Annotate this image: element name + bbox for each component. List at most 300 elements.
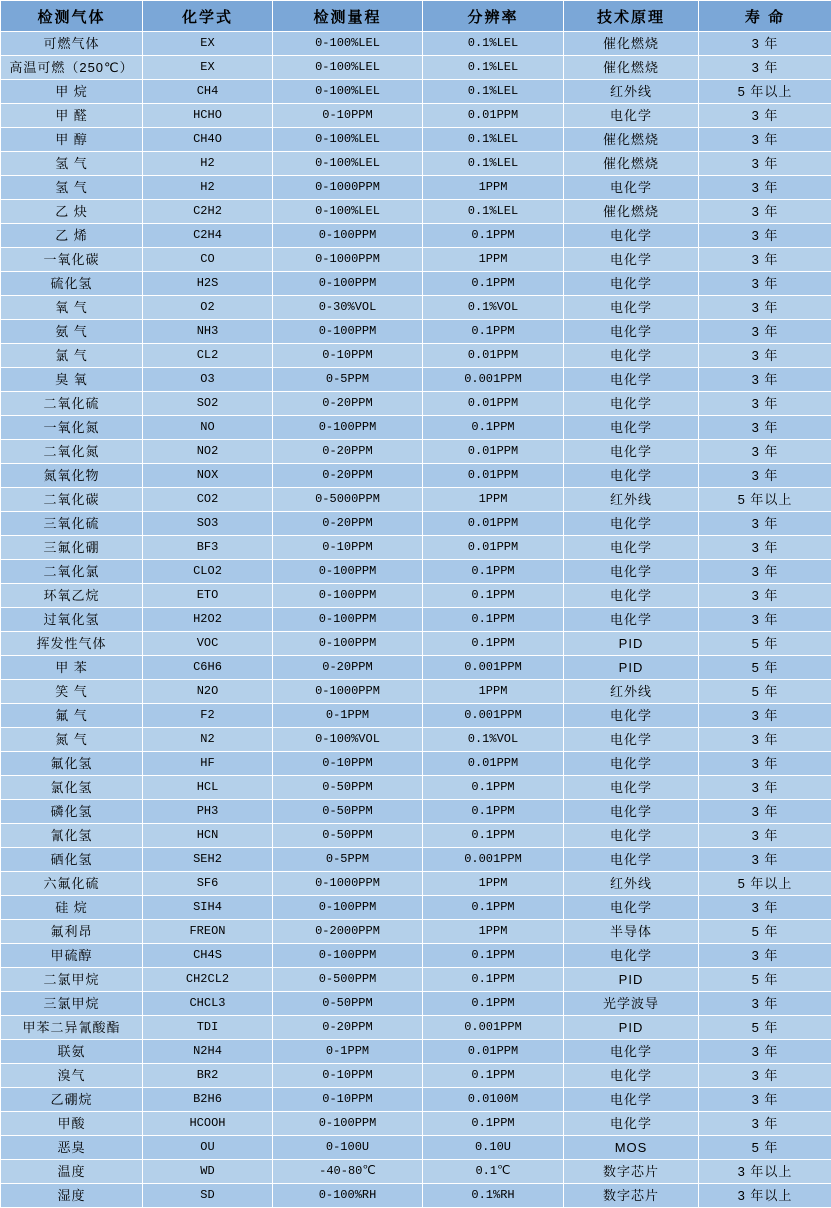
- cell-formula: CLO2: [143, 560, 273, 584]
- column-header-gas: 检测气体: [1, 1, 143, 32]
- cell-range: 0-20PPM: [273, 464, 423, 488]
- cell-range: 0-50PPM: [273, 824, 423, 848]
- cell-principle: 电化学: [564, 176, 699, 200]
- cell-principle: PID: [564, 632, 699, 656]
- cell-range: 0-100PPM: [273, 224, 423, 248]
- cell-gas: 三氟化硼: [1, 536, 143, 560]
- cell-formula: EX: [143, 56, 273, 80]
- cell-gas: 甲酸: [1, 1112, 143, 1136]
- cell-lifespan: 5 年: [699, 632, 831, 656]
- cell-gas: 氯化氢: [1, 776, 143, 800]
- cell-range: 0-20PPM: [273, 512, 423, 536]
- cell-resolution: 0.0100M: [423, 1088, 564, 1112]
- cell-gas: 温度: [1, 1160, 143, 1184]
- cell-lifespan: 3 年: [699, 296, 831, 320]
- table-row: [1, 176, 831, 200]
- cell-range: 0-10PPM: [273, 344, 423, 368]
- cell-resolution: 0.01PPM: [423, 440, 564, 464]
- cell-lifespan: 3 年: [699, 272, 831, 296]
- cell-lifespan: 3 年: [699, 776, 831, 800]
- cell-gas: 氟利昂: [1, 920, 143, 944]
- cell-principle: 数字芯片: [564, 1160, 699, 1184]
- cell-formula: H2: [143, 176, 273, 200]
- cell-resolution: 0.1PPM: [423, 560, 564, 584]
- cell-lifespan: 3 年: [699, 176, 831, 200]
- cell-resolution: 0.1PPM: [423, 320, 564, 344]
- cell-lifespan: 3 年以上: [699, 1184, 831, 1208]
- cell-range: 0-20PPM: [273, 656, 423, 680]
- cell-range: 0-30%VOL: [273, 296, 423, 320]
- cell-gas: 甲 醇: [1, 128, 143, 152]
- table-row: [1, 368, 831, 392]
- column-header-resolution: 分辨率: [423, 1, 564, 32]
- cell-lifespan: 3 年: [699, 464, 831, 488]
- table-row: [1, 224, 831, 248]
- cell-formula: CH4S: [143, 944, 273, 968]
- cell-formula: SIH4: [143, 896, 273, 920]
- cell-gas: 挥发性气体: [1, 632, 143, 656]
- cell-formula: NO: [143, 416, 273, 440]
- cell-gas: 可燃气体: [1, 32, 143, 56]
- cell-principle: 半导体: [564, 920, 699, 944]
- cell-range: 0-100%LEL: [273, 128, 423, 152]
- cell-gas: 硅 烷: [1, 896, 143, 920]
- cell-range: 0-20PPM: [273, 392, 423, 416]
- cell-principle: 电化学: [564, 224, 699, 248]
- cell-principle: 电化学: [564, 296, 699, 320]
- cell-formula: HF: [143, 752, 273, 776]
- cell-formula: ETO: [143, 584, 273, 608]
- table-row: [1, 344, 831, 368]
- table-row: [1, 728, 831, 752]
- cell-gas: 氮 气: [1, 728, 143, 752]
- column-header-lifespan: 寿 命: [699, 1, 831, 32]
- cell-resolution: 0.1PPM: [423, 224, 564, 248]
- table-body: [1, 32, 831, 1208]
- table-row: [1, 848, 831, 872]
- table-row: [1, 128, 831, 152]
- cell-gas: 湿度: [1, 1184, 143, 1208]
- table-row: [1, 632, 831, 656]
- cell-formula: CHCL3: [143, 992, 273, 1016]
- cell-range: 0-5PPM: [273, 368, 423, 392]
- cell-formula: TDI: [143, 1016, 273, 1040]
- cell-principle: 电化学: [564, 800, 699, 824]
- cell-lifespan: 5 年: [699, 968, 831, 992]
- cell-gas: 三氧化硫: [1, 512, 143, 536]
- cell-resolution: 0.1PPM: [423, 632, 564, 656]
- cell-range: 0-100PPM: [273, 944, 423, 968]
- table-row: [1, 1136, 831, 1160]
- cell-range: 0-100%LEL: [273, 152, 423, 176]
- cell-gas: 环氧乙烷: [1, 584, 143, 608]
- cell-formula: BF3: [143, 536, 273, 560]
- cell-formula: SO3: [143, 512, 273, 536]
- table-row: [1, 1160, 831, 1184]
- cell-formula: O2: [143, 296, 273, 320]
- cell-formula: WD: [143, 1160, 273, 1184]
- table-header: [1, 1, 831, 32]
- table-row: [1, 1016, 831, 1040]
- cell-gas: 三氯甲烷: [1, 992, 143, 1016]
- cell-gas: 氢 气: [1, 152, 143, 176]
- table-row: [1, 920, 831, 944]
- table-row: [1, 320, 831, 344]
- cell-formula: N2H4: [143, 1040, 273, 1064]
- cell-resolution: 0.1PPM: [423, 824, 564, 848]
- cell-principle: 电化学: [564, 248, 699, 272]
- cell-resolution: 1PPM: [423, 248, 564, 272]
- cell-principle: 电化学: [564, 272, 699, 296]
- cell-gas: 氟化氢: [1, 752, 143, 776]
- table-row: [1, 104, 831, 128]
- cell-lifespan: 3 年: [699, 704, 831, 728]
- cell-resolution: 1PPM: [423, 872, 564, 896]
- cell-principle: 电化学: [564, 728, 699, 752]
- cell-formula: NH3: [143, 320, 273, 344]
- cell-range: 0-1000PPM: [273, 176, 423, 200]
- cell-formula: O3: [143, 368, 273, 392]
- cell-lifespan: 5 年: [699, 1136, 831, 1160]
- table-row: [1, 488, 831, 512]
- cell-resolution: 0.001PPM: [423, 368, 564, 392]
- cell-gas: 氰化氢: [1, 824, 143, 848]
- cell-resolution: 1PPM: [423, 176, 564, 200]
- cell-formula: HCOOH: [143, 1112, 273, 1136]
- cell-lifespan: 3 年: [699, 1088, 831, 1112]
- cell-lifespan: 5 年以上: [699, 80, 831, 104]
- cell-formula: C6H6: [143, 656, 273, 680]
- cell-lifespan: 3 年: [699, 728, 831, 752]
- cell-resolution: 0.01PPM: [423, 104, 564, 128]
- cell-range: 0-100PPM: [273, 1112, 423, 1136]
- column-header-principle: 技术原理: [564, 1, 699, 32]
- cell-formula: BR2: [143, 1064, 273, 1088]
- cell-range: 0-100PPM: [273, 608, 423, 632]
- cell-range: 0-100%LEL: [273, 200, 423, 224]
- cell-lifespan: 3 年: [699, 320, 831, 344]
- cell-lifespan: 3 年: [699, 824, 831, 848]
- cell-range: 0-100PPM: [273, 560, 423, 584]
- cell-formula: PH3: [143, 800, 273, 824]
- cell-lifespan: 3 年: [699, 1040, 831, 1064]
- cell-range: 0-100PPM: [273, 416, 423, 440]
- table-row: [1, 152, 831, 176]
- cell-principle: 催化燃烧: [564, 32, 699, 56]
- cell-lifespan: 3 年: [699, 992, 831, 1016]
- cell-formula: SO2: [143, 392, 273, 416]
- table-row: [1, 608, 831, 632]
- table-row: [1, 752, 831, 776]
- cell-range: 0-100%LEL: [273, 80, 423, 104]
- cell-gas: 甲 烷: [1, 80, 143, 104]
- cell-resolution: 1PPM: [423, 488, 564, 512]
- cell-lifespan: 3 年: [699, 200, 831, 224]
- cell-formula: F2: [143, 704, 273, 728]
- cell-resolution: 0.1PPM: [423, 944, 564, 968]
- cell-gas: 一氧化碳: [1, 248, 143, 272]
- cell-principle: 红外线: [564, 488, 699, 512]
- cell-range: 0-1000PPM: [273, 872, 423, 896]
- cell-resolution: 0.01PPM: [423, 512, 564, 536]
- cell-lifespan: 3 年: [699, 56, 831, 80]
- table-row: [1, 872, 831, 896]
- cell-resolution: 0.1%VOL: [423, 296, 564, 320]
- cell-lifespan: 3 年: [699, 224, 831, 248]
- table-row: [1, 32, 831, 56]
- cell-resolution: 0.1%VOL: [423, 728, 564, 752]
- cell-gas: 二氧化氯: [1, 560, 143, 584]
- cell-gas: 氢 气: [1, 176, 143, 200]
- cell-formula: C2H4: [143, 224, 273, 248]
- cell-range: 0-10PPM: [273, 536, 423, 560]
- cell-range: 0-20PPM: [273, 1016, 423, 1040]
- cell-formula: CO2: [143, 488, 273, 512]
- cell-resolution: 0.1%LEL: [423, 152, 564, 176]
- cell-formula: H2O2: [143, 608, 273, 632]
- cell-gas: 二氧化氮: [1, 440, 143, 464]
- cell-resolution: 0.1%RH: [423, 1184, 564, 1208]
- cell-principle: 电化学: [564, 104, 699, 128]
- cell-formula: N2O: [143, 680, 273, 704]
- cell-gas: 甲苯二异氰酸酯: [1, 1016, 143, 1040]
- cell-principle: 电化学: [564, 392, 699, 416]
- cell-resolution: 0.001PPM: [423, 1016, 564, 1040]
- cell-gas: 氯 气: [1, 344, 143, 368]
- cell-gas: 溴气: [1, 1064, 143, 1088]
- cell-resolution: 1PPM: [423, 920, 564, 944]
- cell-range: 0-100%RH: [273, 1184, 423, 1208]
- cell-formula: CH2CL2: [143, 968, 273, 992]
- cell-principle: 电化学: [564, 1064, 699, 1088]
- cell-lifespan: 3 年: [699, 152, 831, 176]
- table-row: [1, 272, 831, 296]
- table-row: [1, 560, 831, 584]
- cell-formula: N2: [143, 728, 273, 752]
- cell-principle: 电化学: [564, 344, 699, 368]
- cell-resolution: 0.01PPM: [423, 536, 564, 560]
- cell-range: 0-1PPM: [273, 704, 423, 728]
- cell-resolution: 0.1PPM: [423, 992, 564, 1016]
- cell-range: 0-1000PPM: [273, 248, 423, 272]
- cell-range: 0-10PPM: [273, 104, 423, 128]
- table-row: [1, 512, 831, 536]
- cell-principle: 催化燃烧: [564, 56, 699, 80]
- cell-lifespan: 3 年: [699, 128, 831, 152]
- cell-formula: C2H2: [143, 200, 273, 224]
- table-row: [1, 1184, 831, 1208]
- cell-range: 0-100%VOL: [273, 728, 423, 752]
- cell-formula: CH4: [143, 80, 273, 104]
- cell-resolution: 0.1PPM: [423, 1064, 564, 1088]
- table-row: [1, 464, 831, 488]
- cell-principle: 电化学: [564, 584, 699, 608]
- cell-formula: HCHO: [143, 104, 273, 128]
- cell-formula: SEH2: [143, 848, 273, 872]
- cell-principle: 电化学: [564, 440, 699, 464]
- cell-range: 0-500PPM: [273, 968, 423, 992]
- table-row: [1, 656, 831, 680]
- cell-resolution: 0.01PPM: [423, 1040, 564, 1064]
- cell-range: 0-2000PPM: [273, 920, 423, 944]
- cell-formula: FREON: [143, 920, 273, 944]
- cell-formula: CH4O: [143, 128, 273, 152]
- table-row: [1, 248, 831, 272]
- cell-resolution: 0.1PPM: [423, 584, 564, 608]
- cell-principle: 电化学: [564, 536, 699, 560]
- cell-lifespan: 3 年: [699, 512, 831, 536]
- cell-range: 0-100PPM: [273, 272, 423, 296]
- cell-principle: 电化学: [564, 848, 699, 872]
- table-row: [1, 296, 831, 320]
- cell-formula: SD: [143, 1184, 273, 1208]
- cell-gas: 六氟化硫: [1, 872, 143, 896]
- cell-principle: 电化学: [564, 824, 699, 848]
- cell-lifespan: 3 年: [699, 944, 831, 968]
- cell-gas: 过氧化氢: [1, 608, 143, 632]
- table-header-row: [1, 1, 831, 32]
- cell-principle: PID: [564, 1016, 699, 1040]
- cell-principle: 电化学: [564, 320, 699, 344]
- cell-formula: OU: [143, 1136, 273, 1160]
- cell-lifespan: 3 年: [699, 1064, 831, 1088]
- cell-principle: PID: [564, 656, 699, 680]
- cell-resolution: 0.1PPM: [423, 608, 564, 632]
- cell-principle: 电化学: [564, 368, 699, 392]
- cell-gas: 硫化氢: [1, 272, 143, 296]
- table-row: [1, 968, 831, 992]
- cell-principle: 数字芯片: [564, 1184, 699, 1208]
- cell-formula: EX: [143, 32, 273, 56]
- table-row: [1, 800, 831, 824]
- table-row: [1, 896, 831, 920]
- cell-range: 0-50PPM: [273, 800, 423, 824]
- cell-lifespan: 3 年: [699, 1112, 831, 1136]
- table-row: [1, 440, 831, 464]
- table-row: [1, 392, 831, 416]
- cell-range: 0-1PPM: [273, 1040, 423, 1064]
- cell-principle: 电化学: [564, 512, 699, 536]
- cell-formula: B2H6: [143, 1088, 273, 1112]
- cell-principle: 催化燃烧: [564, 200, 699, 224]
- cell-resolution: 0.1PPM: [423, 776, 564, 800]
- cell-formula: CO: [143, 248, 273, 272]
- cell-formula: HCL: [143, 776, 273, 800]
- cell-gas: 恶臭: [1, 1136, 143, 1160]
- table-row: [1, 944, 831, 968]
- cell-principle: 电化学: [564, 1040, 699, 1064]
- cell-range: 0-1000PPM: [273, 680, 423, 704]
- cell-lifespan: 3 年: [699, 896, 831, 920]
- cell-resolution: 0.1PPM: [423, 896, 564, 920]
- cell-range: 0-10PPM: [273, 1088, 423, 1112]
- cell-principle: 电化学: [564, 896, 699, 920]
- cell-lifespan: 3 年: [699, 416, 831, 440]
- cell-formula: VOC: [143, 632, 273, 656]
- cell-resolution: 0.01PPM: [423, 752, 564, 776]
- cell-gas: 笑 气: [1, 680, 143, 704]
- cell-range: 0-20PPM: [273, 440, 423, 464]
- cell-lifespan: 3 年: [699, 848, 831, 872]
- cell-lifespan: 3 年: [699, 608, 831, 632]
- cell-principle: 电化学: [564, 1112, 699, 1136]
- cell-lifespan: 3 年: [699, 32, 831, 56]
- cell-lifespan: 3 年: [699, 536, 831, 560]
- cell-resolution: 0.1%LEL: [423, 200, 564, 224]
- cell-formula: H2: [143, 152, 273, 176]
- cell-range: 0-10PPM: [273, 1064, 423, 1088]
- cell-resolution: 0.1%LEL: [423, 80, 564, 104]
- cell-principle: 电化学: [564, 704, 699, 728]
- cell-lifespan: 3 年: [699, 248, 831, 272]
- cell-range: 0-5000PPM: [273, 488, 423, 512]
- cell-gas: 高温可燃（250℃）: [1, 56, 143, 80]
- table-row: [1, 824, 831, 848]
- cell-resolution: 0.01PPM: [423, 464, 564, 488]
- cell-lifespan: 5 年以上: [699, 488, 831, 512]
- cell-gas: 乙硼烷: [1, 1088, 143, 1112]
- table-row: [1, 776, 831, 800]
- cell-lifespan: 5 年: [699, 1016, 831, 1040]
- cell-gas: 硒化氢: [1, 848, 143, 872]
- cell-principle: 催化燃烧: [564, 152, 699, 176]
- cell-resolution: 0.1PPM: [423, 272, 564, 296]
- cell-formula: H2S: [143, 272, 273, 296]
- cell-principle: 红外线: [564, 872, 699, 896]
- cell-resolution: 1PPM: [423, 680, 564, 704]
- table-row: [1, 416, 831, 440]
- cell-resolution: 0.001PPM: [423, 656, 564, 680]
- table-row: [1, 1064, 831, 1088]
- cell-lifespan: 3 年以上: [699, 1160, 831, 1184]
- cell-range: 0-100PPM: [273, 632, 423, 656]
- cell-gas: 氧 气: [1, 296, 143, 320]
- cell-principle: 红外线: [564, 680, 699, 704]
- cell-principle: 电化学: [564, 560, 699, 584]
- cell-resolution: 0.01PPM: [423, 392, 564, 416]
- cell-gas: 甲 醛: [1, 104, 143, 128]
- cell-principle: 电化学: [564, 944, 699, 968]
- cell-gas: 二氯甲烷: [1, 968, 143, 992]
- table-row: [1, 56, 831, 80]
- cell-principle: 电化学: [564, 776, 699, 800]
- cell-lifespan: 5 年: [699, 920, 831, 944]
- cell-gas: 磷化氢: [1, 800, 143, 824]
- cell-gas: 甲硫醇: [1, 944, 143, 968]
- cell-range: 0-50PPM: [273, 992, 423, 1016]
- cell-principle: PID: [564, 968, 699, 992]
- cell-gas: 乙 炔: [1, 200, 143, 224]
- cell-lifespan: 3 年: [699, 104, 831, 128]
- cell-gas: 甲 苯: [1, 656, 143, 680]
- cell-gas: 氨 气: [1, 320, 143, 344]
- cell-resolution: 0.1PPM: [423, 1112, 564, 1136]
- cell-range: 0-10PPM: [273, 752, 423, 776]
- table-row: [1, 1040, 831, 1064]
- cell-formula: NOX: [143, 464, 273, 488]
- table-row: [1, 704, 831, 728]
- cell-resolution: 0.1PPM: [423, 416, 564, 440]
- cell-range: 0-100%LEL: [273, 56, 423, 80]
- table-row: [1, 80, 831, 104]
- cell-gas: 乙 烯: [1, 224, 143, 248]
- cell-resolution: 0.10U: [423, 1136, 564, 1160]
- cell-range: 0-100PPM: [273, 320, 423, 344]
- cell-principle: 催化燃烧: [564, 128, 699, 152]
- cell-lifespan: 5 年: [699, 656, 831, 680]
- column-header-formula: 化学式: [143, 1, 273, 32]
- cell-gas: 臭 氧: [1, 368, 143, 392]
